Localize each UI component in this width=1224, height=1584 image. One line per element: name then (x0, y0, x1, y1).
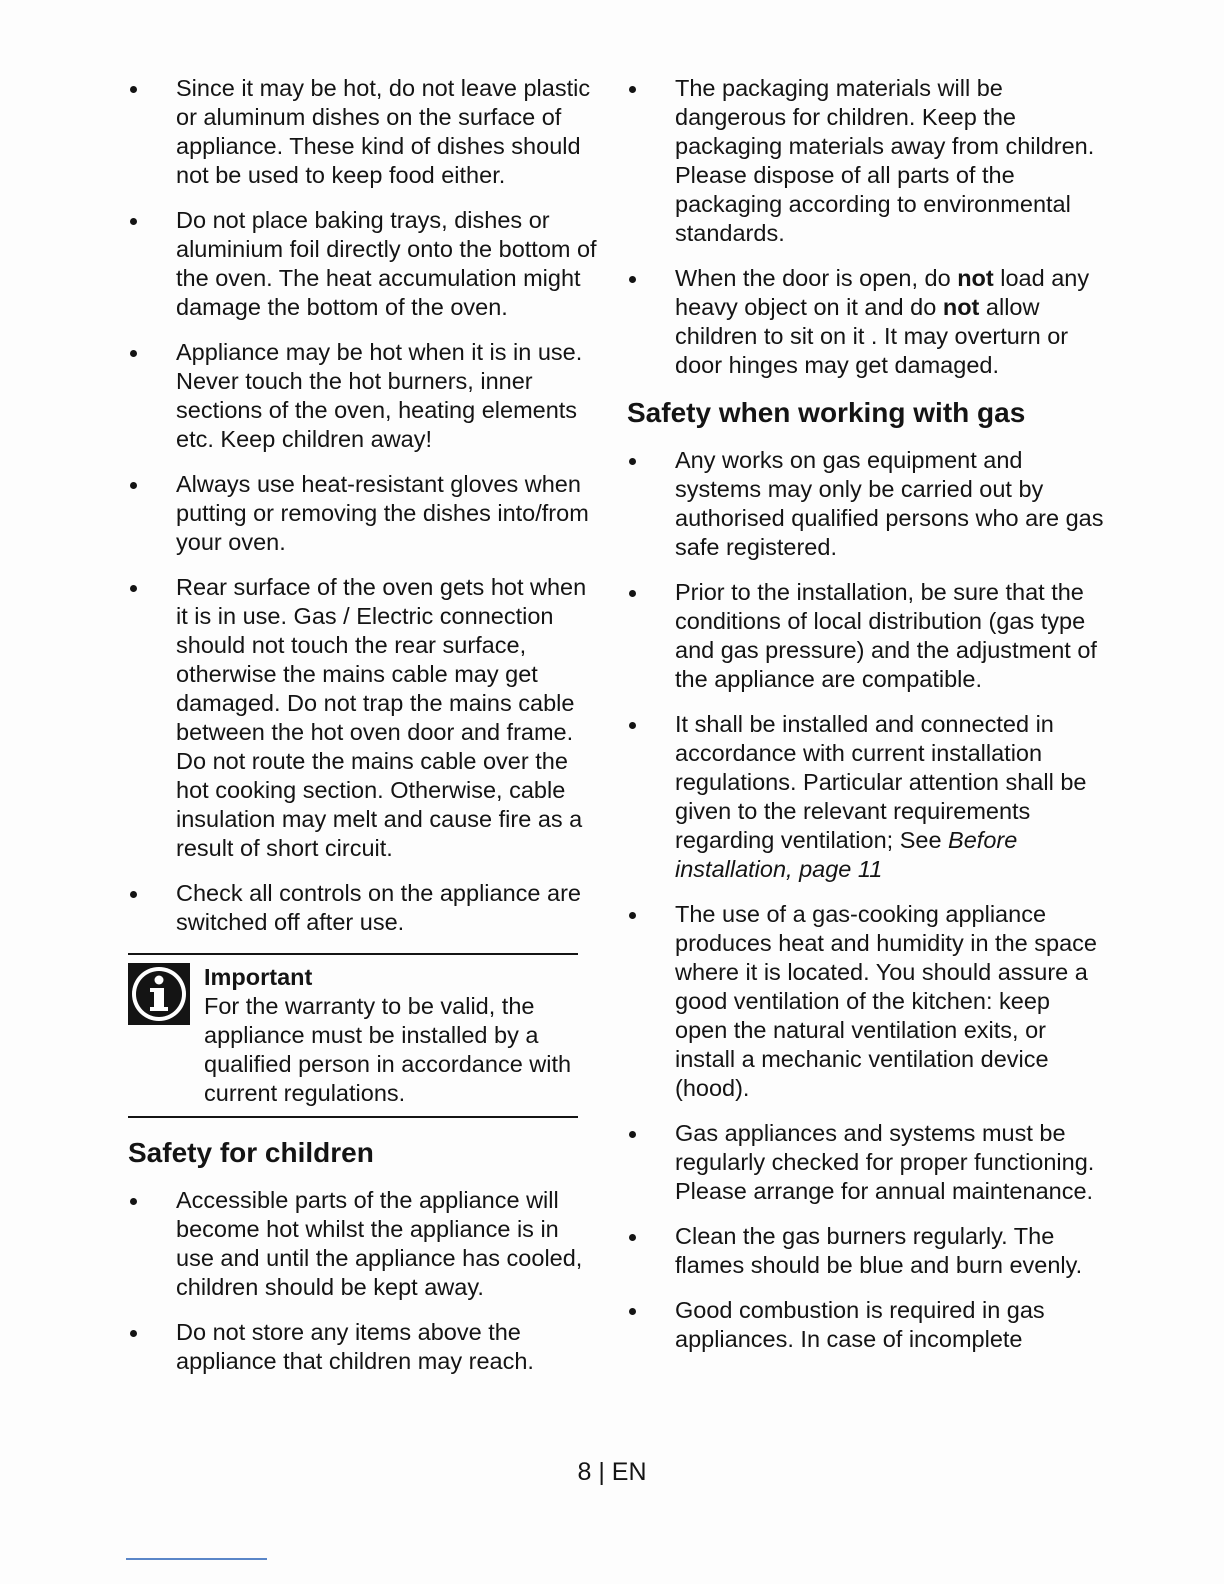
divider (126, 1558, 267, 1560)
text-run: When the door is open, do (675, 265, 958, 291)
right-column (627, 74, 1107, 1370)
list-item: The use of a gas-cooking appliance produces heat and humidity in the space where it is located. You should assure a good ventilation of the kitchen: keep open the natural ventilation exits, or install a mechanic ventilation device (hood). (627, 900, 1107, 1103)
list-item: Always use heat-resistant gloves when putting or removing the dishes into/from your oven. (128, 470, 598, 557)
list-item: Do not place baking trays, dishes or aluminium foil directly onto the bottom of the oven. The heat accumulation might damage the bottom of the oven. (128, 206, 598, 322)
list-item: Good combustion is required in gas appliances. In case of incomplete (627, 1296, 1107, 1354)
left-column (128, 74, 598, 1392)
emphasis-not: not (957, 265, 994, 291)
text-run: allow children to sit on it . It may overturn or door hinges may get damaged. (675, 294, 1069, 378)
important-text: For the warranty to be valid, the appliance must be installed by a qualified person in accordance with current regulations. (204, 993, 572, 1106)
list-item: Check all controls on the appliance are switched off after use. (128, 879, 598, 937)
list-item: Clean the gas burners regularly. The flames should be blue and burn evenly. (627, 1222, 1107, 1280)
text-run: It shall be installed and connected in accordance with current installation regulations. Particular attention shall be given to the relevant requirements regarding ventilation; See (675, 711, 1087, 853)
list-item: Since it may be hot, do not leave plastic or aluminum dishes on the surface of appliance. These kind of dishes should not be used to keep food either. (128, 74, 598, 190)
list-item (627, 710, 1107, 884)
list-item (627, 264, 1107, 380)
list-item: Accessible parts of the appliance will become hot whilst the appliance is in use and until the appliance has cooled, children should be kept away. (128, 1186, 598, 1302)
section-heading-children: Safety for children (128, 1137, 374, 1168)
text-run: load any heavy object on it and do (675, 265, 1090, 320)
list-item: Gas appliances and systems must be regularly checked for proper functioning. Please arrange for annual maintenance. (627, 1119, 1107, 1206)
info-icon (128, 963, 190, 1025)
emphasis-not: not (942, 294, 980, 320)
list-item: Rear surface of the oven gets hot when it is in use. Gas / Electric connection should not touch the rear surface, otherwise the mains cable may get damaged. Do not trap the mains cable between the hot oven door and frame. Do not route the mains cable over the hot cooking section. Otherwise, cable insulation may melt and cause fire as a result of short circuit. (128, 573, 598, 863)
list-item: The packaging materials will be dangerous for children. Keep the packaging materials away from children. Please dispose of all parts of the packaging according to environmental standards. (627, 74, 1107, 248)
list-item: Appliance may be hot when it is in use. Never touch the hot burners, inner sections of the oven, heating elements etc. Keep children away! (128, 338, 598, 454)
section-heading-gas: Safety when working with gas (627, 397, 1026, 428)
list-item: Do not store any items above the appliance that children may reach. (128, 1318, 598, 1376)
list-item: Any works on gas equipment and systems may only be carried out by authorised qualified persons who are gas safe registered. (627, 446, 1107, 562)
important-note (128, 953, 578, 1118)
important-title: Important (204, 964, 313, 990)
cross-reference: Before installation, page 11 (675, 827, 1018, 882)
list-item: Prior to the installation, be sure that the conditions of local distribution (gas type and gas pressure) and the adjustment of the appliance are compatible. (627, 578, 1107, 694)
page-number: 8 | EN (577, 1458, 647, 1486)
